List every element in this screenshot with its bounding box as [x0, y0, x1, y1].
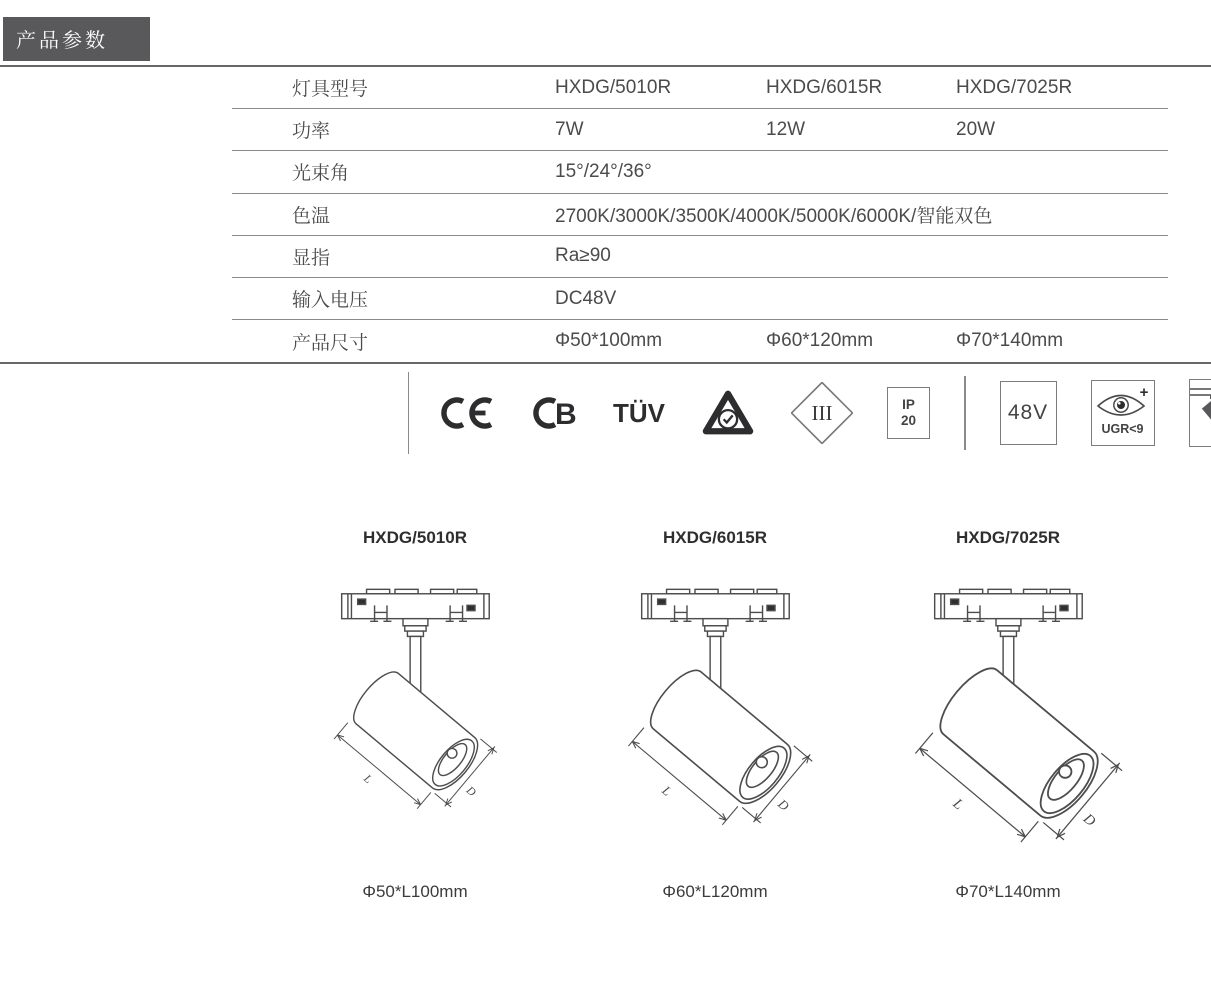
certification-row [408, 372, 1211, 454]
table-row [232, 320, 1168, 362]
spec-value: DC48V [555, 287, 617, 309]
spec-value: 15°/24°/36° [555, 160, 652, 182]
spec-value: Φ50*100mm [555, 330, 663, 352]
length-dim-label: L [949, 795, 967, 814]
table-row [232, 194, 1168, 236]
product-model: HXDG/6015R [663, 528, 767, 547]
product-column [565, 528, 865, 908]
class-iii-label: III [811, 400, 833, 425]
track-light-drawing [315, 576, 555, 843]
spec-label: 色温 [292, 205, 331, 227]
product-model: HXDG/5010R [363, 528, 467, 547]
spec-label: 功率 [292, 121, 331, 143]
spec-label: 输入电压 [292, 290, 369, 312]
plus-icon: + [1139, 387, 1148, 401]
track-light-drawing [908, 576, 1148, 843]
table-row [232, 278, 1168, 320]
vertical-divider [964, 376, 966, 450]
spec-value: HXDG/6015R [766, 76, 883, 98]
spec-value: Φ60*120mm [766, 330, 874, 352]
product-column [265, 528, 565, 908]
diameter-dim-label: D [1079, 810, 1099, 830]
length-dim-label: L [659, 782, 675, 799]
cb-mark-icon [529, 395, 579, 431]
ugr-label: UGR<9 [1101, 422, 1144, 436]
product-dimensions: Φ50*L100mm [362, 882, 468, 901]
eye-icon [1095, 387, 1151, 421]
spec-value: 7W [555, 118, 584, 140]
class-iii-diamond-icon [791, 382, 853, 444]
ip-rating-bottom: 20 [900, 413, 917, 428]
spec-value: 12W [766, 118, 806, 140]
length-dim-label: L [361, 772, 374, 787]
product-dimensions: Φ70*L140mm [955, 882, 1061, 901]
lamp-body [319, 660, 506, 843]
product-column [858, 528, 1158, 908]
spec-value: 20W [956, 118, 996, 140]
product-model: HXDG/7025R [956, 528, 1060, 547]
tuv-mark: TÜV [613, 397, 665, 428]
spec-value: HXDG/5010R [555, 76, 672, 98]
spec-value: Ra≥90 [555, 245, 611, 267]
spec-label: 灯具型号 [292, 79, 369, 101]
product-dimensions: Φ60*L120mm [662, 882, 768, 901]
spec-label: 产品尺寸 [292, 332, 369, 354]
track-spotlight-beam-icon [1189, 379, 1211, 447]
spec-table [232, 67, 1168, 362]
track-light-drawing [615, 576, 855, 843]
track-adapter [642, 589, 790, 621]
ugr-badge [1091, 380, 1155, 446]
track-adapter [342, 589, 490, 621]
diameter-dim-label: D [775, 796, 793, 814]
table-row [232, 151, 1168, 193]
spec-value: HXDG/7025R [956, 76, 1073, 98]
ip20-badge [887, 387, 930, 439]
table-row [232, 236, 1168, 278]
lamp-body [908, 653, 1135, 842]
track-adapter [935, 589, 1083, 621]
svg-text:B: B [555, 398, 577, 431]
ce-mark-icon [437, 395, 495, 431]
spec-label: 显指 [292, 247, 331, 269]
spec-value: 2700K/3000K/3500K/4000K/5000K/6000K/智能双色 [555, 205, 993, 227]
spec-value: Φ70*140mm [956, 330, 1064, 352]
voltage-badge [1000, 381, 1057, 445]
diameter-dim-label: D [463, 784, 478, 800]
table-row [232, 109, 1168, 151]
voltage-label: 48V [1007, 401, 1049, 424]
ip-rating-top: IP [902, 396, 915, 412]
table-row [232, 67, 1168, 109]
spec-label: 光束角 [292, 163, 350, 185]
section-title-badge: 产品参数 [3, 17, 150, 61]
rcm-tick-triangle-icon [699, 388, 757, 438]
